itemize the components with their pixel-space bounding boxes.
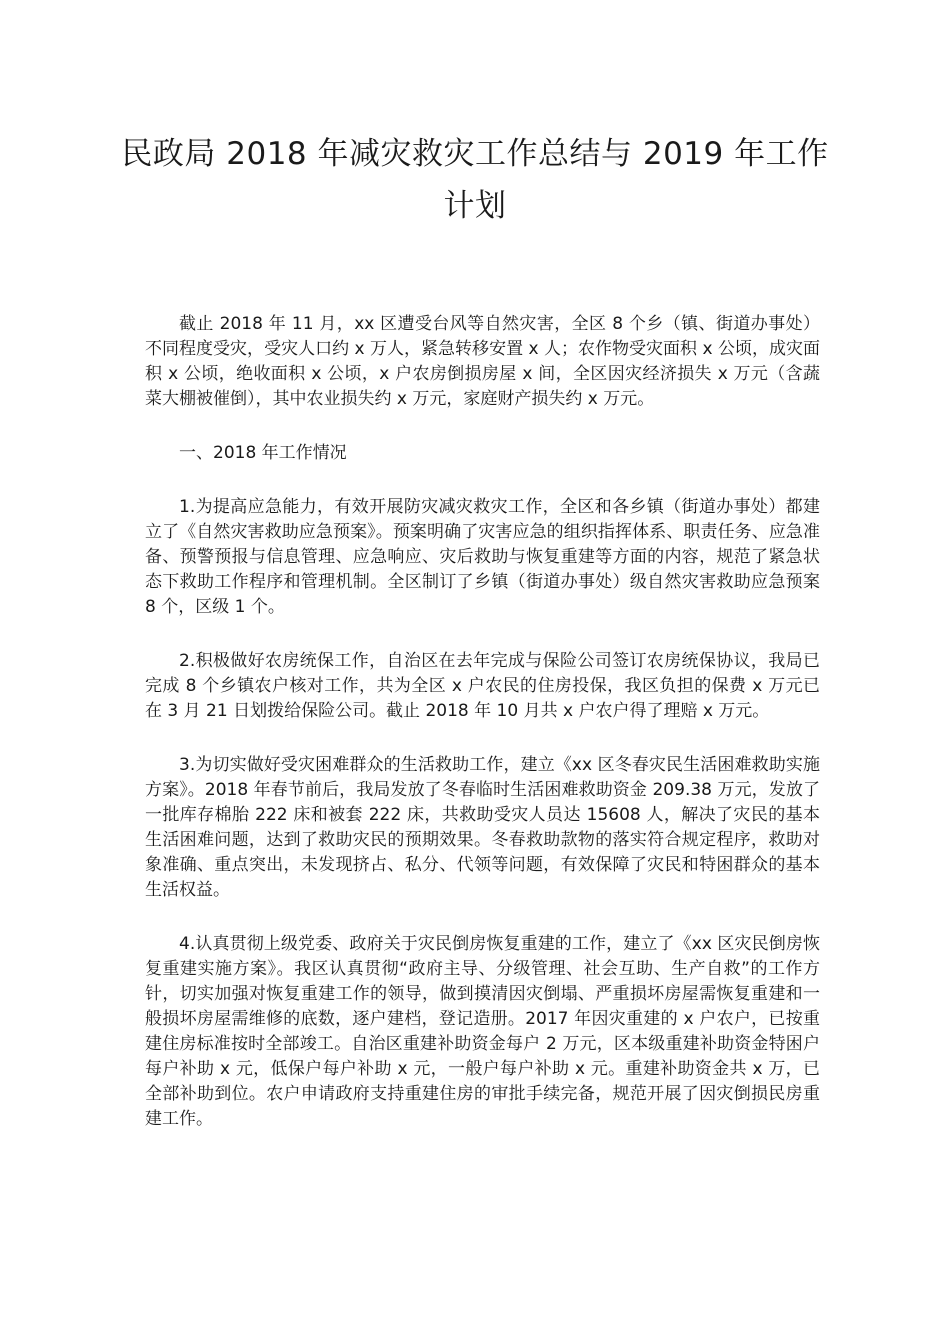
page-title: 民政局 2018 年减灾救灾工作总结与 2019 年工作计划 (121, 136, 829, 224)
section-heading-2018-work: 一、2018 年工作情况 (179, 443, 347, 463)
paragraph-summary: 截止 2018 年 11 月，xx 区遭受台风等自然灾害，全区 8 个乡（镇、街道办事处）不同程度受灾，受灾人口约 x 万人，紧急转移安置 x 人；农作物受灾面积 x 公顷，成灾面积 x 公顷，绝收面积 x 公顷，x 户农房倒损房屋 x 间，全区因灾经济损失 x 万元（含蔬菜大棚被催倒），其中农业损失约 x 万元，家庭财产损失约 x 万元。 (145, 314, 820, 409)
paragraph-item-2: 2.积极做好农房统保工作，自治区在去年完成与保险公司签订农房统保协议，我局已完成 8 个乡镇农户核对工作，共为全区 x 户农民的住房投保，我区负担的保费 x 万元已在 3 月 21 日划拨给保险公司。截止 2018 年 10 月共 x 户农户得了理赔 x 万元。 (145, 651, 820, 721)
paragraph-item-3: 3.为切实做好受灾困难群众的生活救助工作，建立《xx 区冬春灾民生活困难救助实施方案》。2018 年春节前后，我局发放了冬春临时生活困难救助资金 209.38 万元，发放了一批库存棉胎 222 床和被套 222 床，共救助受灾人员达 15608 人，解决了灾民的基本生活困难问题，达到了救助灾民的预期效果。冬春救助款物的落实符合规定程序，救助对象准确、重点突出，未发现挤占、私分、代领等问题，有效保障了灾民和特困群众的基本生活权益。 (145, 755, 820, 900)
paragraph-item-1: 1.为提高应急能力，有效开展防灾减灾救灾工作，全区和各乡镇（街道办事处）都建立了《自然灾害救助应急预案》。预案明确了灾害应急的组织指挥体系、职责任务、应急准备、预警预报与信息管理、应急响应、灾后救助与恢复重建等方面的内容，规范了紧急状态下救助工作程序和管理机制。全区制订了乡镇（街道办事处）级自然灾害救助应急预案 8 个，区级 1 个。 (145, 497, 820, 617)
paragraph-item-4: 4.认真贯彻上级党委、政府关于灾民倒房恢复重建的工作，建立了《xx 区灾民倒房恢复重建实施方案》。我区认真贯彻“政府主导、分级管理、社会互助、生产自救”的工作方针，切实加强对恢复重建工作的领导，做到摸清因灾倒塌、严重损坏房屋需恢复重建和一般损坏房屋需维修的底数，逐户建档，登记造册。2017 年因灾重建的 x 户农户，已按重建住房标准按时全部竣工。自治区重建补助资金每户 2 万元，区本级重建补助资金特困户每户补助 x 元，低保户每户补助 x 元，一般户每户补助 x 元。重建补助资金共 x 万，已全部补助到位。农户申请政府支持重建住房的审批手续完备，规范开展了因灾倒损民房重建工作。 (145, 934, 820, 1129)
document-body (145, 312, 820, 1161)
